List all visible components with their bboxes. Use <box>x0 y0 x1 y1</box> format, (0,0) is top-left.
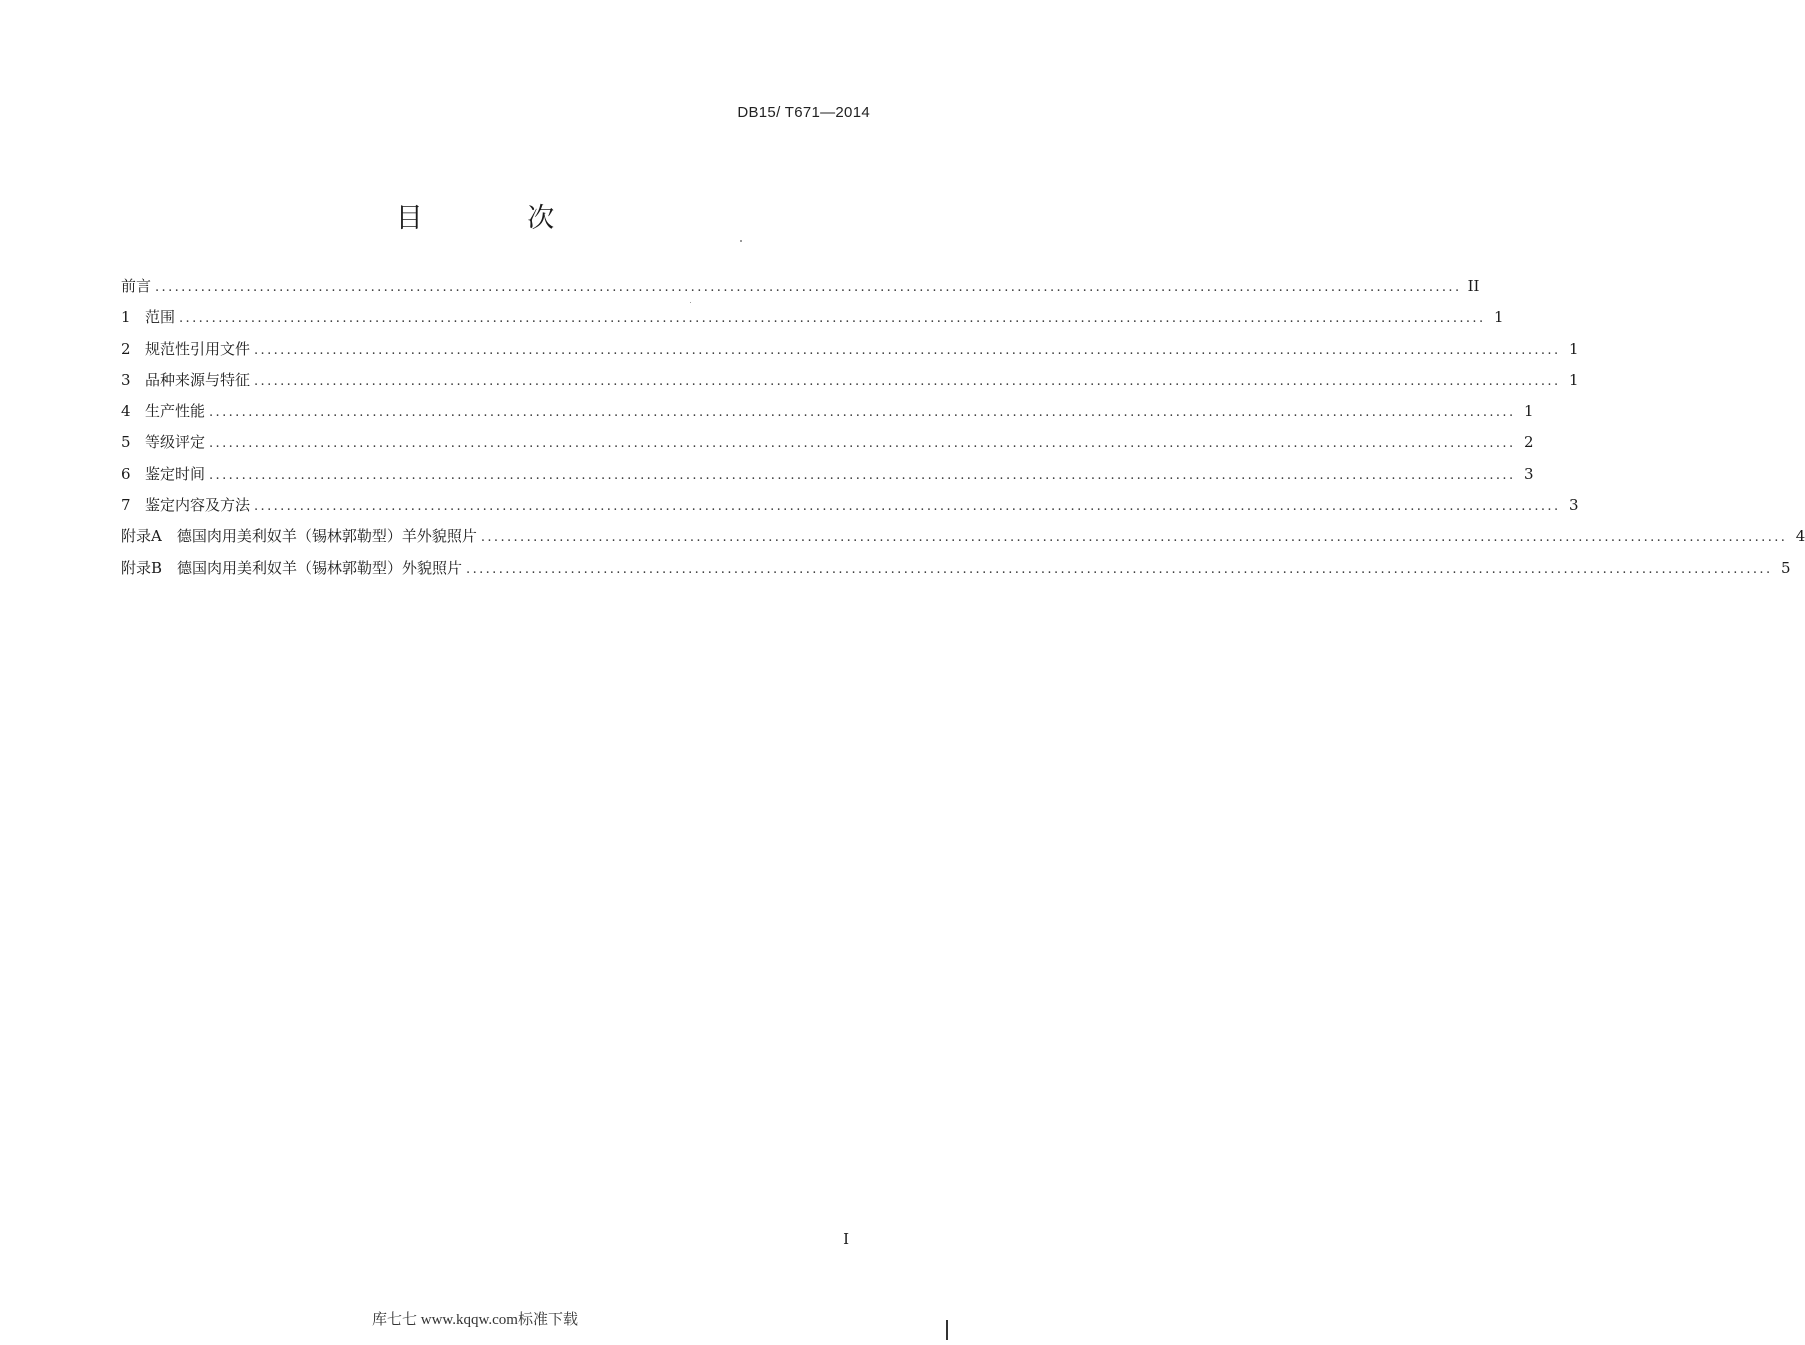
toc-entry-number: 7 <box>121 496 131 515</box>
page-number: I <box>843 1230 849 1248</box>
toc-entry[interactable] <box>121 369 1579 400</box>
toc-entry[interactable] <box>121 463 1534 494</box>
toc-entry-page: II <box>1467 277 1480 295</box>
scan-speck <box>690 302 691 303</box>
toc-leader-dots: ........................................................................................................................................................................................................ <box>254 342 1561 358</box>
toc-entry-number: 5 <box>121 433 131 452</box>
toc-leader-dots: ........................................................................................................................................................................................................ <box>254 499 1561 515</box>
toc-entry-number: 6 <box>121 464 131 483</box>
toc-entry-page: 1 <box>1568 370 1579 389</box>
toc-entry-label: 鉴定内容及方法 <box>145 496 251 515</box>
toc-entry[interactable] <box>121 338 1579 369</box>
toc-entry-number: 4 <box>121 402 131 421</box>
table-of-contents <box>121 275 1805 588</box>
toc-entry-label: 鉴定时间 <box>145 464 206 483</box>
toc-leader-dots: ........................................................................................................................................................................................................ <box>254 373 1561 389</box>
toc-leader-dots: ........................................................................................................................................................................................................ <box>179 311 1486 327</box>
toc-entry[interactable] <box>121 400 1534 431</box>
toc-leader-dots: ........................................................................................................................................................................................................ <box>466 561 1773 577</box>
toc-entry-label: 规范性引用文件 <box>145 339 251 358</box>
toc-entry-page: 1 <box>1568 339 1579 358</box>
toc-entry[interactable] <box>121 525 1805 556</box>
toc-entry-number: 1 <box>121 308 131 327</box>
scan-speck <box>740 240 742 242</box>
toc-entry-label: 附录B 德国肉用美利奴羊（锡林郭勒型）外貌照片 <box>121 558 463 577</box>
toc-entry[interactable] <box>121 494 1579 525</box>
toc-entry-label: 生产性能 <box>145 402 206 421</box>
toc-leader-dots: ........................................................................................................................................................................................................ <box>209 467 1516 483</box>
toc-entry-page: 3 <box>1568 496 1579 515</box>
toc-entry-number: 3 <box>121 370 131 389</box>
page-title: 目 次 <box>395 203 603 234</box>
toc-entry-label: 附录A 德国肉用美利奴羊（锡林郭勒型）羊外貌照片 <box>121 527 477 546</box>
toc-entry-page: 3 <box>1523 464 1534 483</box>
toc-entry-label: 前言 <box>121 277 152 295</box>
footer-watermark: 库七七 www.kqqw.com标准下载 <box>372 1312 578 1328</box>
toc-entry-page: 1 <box>1523 402 1534 421</box>
toc-entry-page: 1 <box>1493 308 1504 327</box>
document-code: DB15/ T671—2014 <box>737 104 870 121</box>
toc-entry-page: 4 <box>1795 527 1805 546</box>
toc-entry-page: 2 <box>1523 433 1534 452</box>
toc-leader-dots: ........................................................................................................................................................................................................ <box>480 530 1788 546</box>
toc-entry[interactable] <box>121 557 1791 588</box>
toc-leader-dots: ........................................................................................................................................................................................................ <box>155 280 1462 295</box>
toc-entry[interactable] <box>121 431 1534 462</box>
toc-entry-label: 范围 <box>145 308 176 327</box>
toc-entry[interactable] <box>121 275 1480 306</box>
toc-entry-number: 2 <box>121 339 131 358</box>
toc-leader-dots: ........................................................................................................................................................................................................ <box>209 436 1516 452</box>
scan-edge-mark <box>946 1320 948 1340</box>
toc-entry-label: 品种来源与特征 <box>145 370 251 389</box>
toc-entry-page: 5 <box>1780 558 1791 577</box>
toc-leader-dots: ........................................................................................................................................................................................................ <box>209 405 1516 421</box>
toc-entry-label: 等级评定 <box>145 433 206 452</box>
toc-entry[interactable] <box>121 306 1504 337</box>
